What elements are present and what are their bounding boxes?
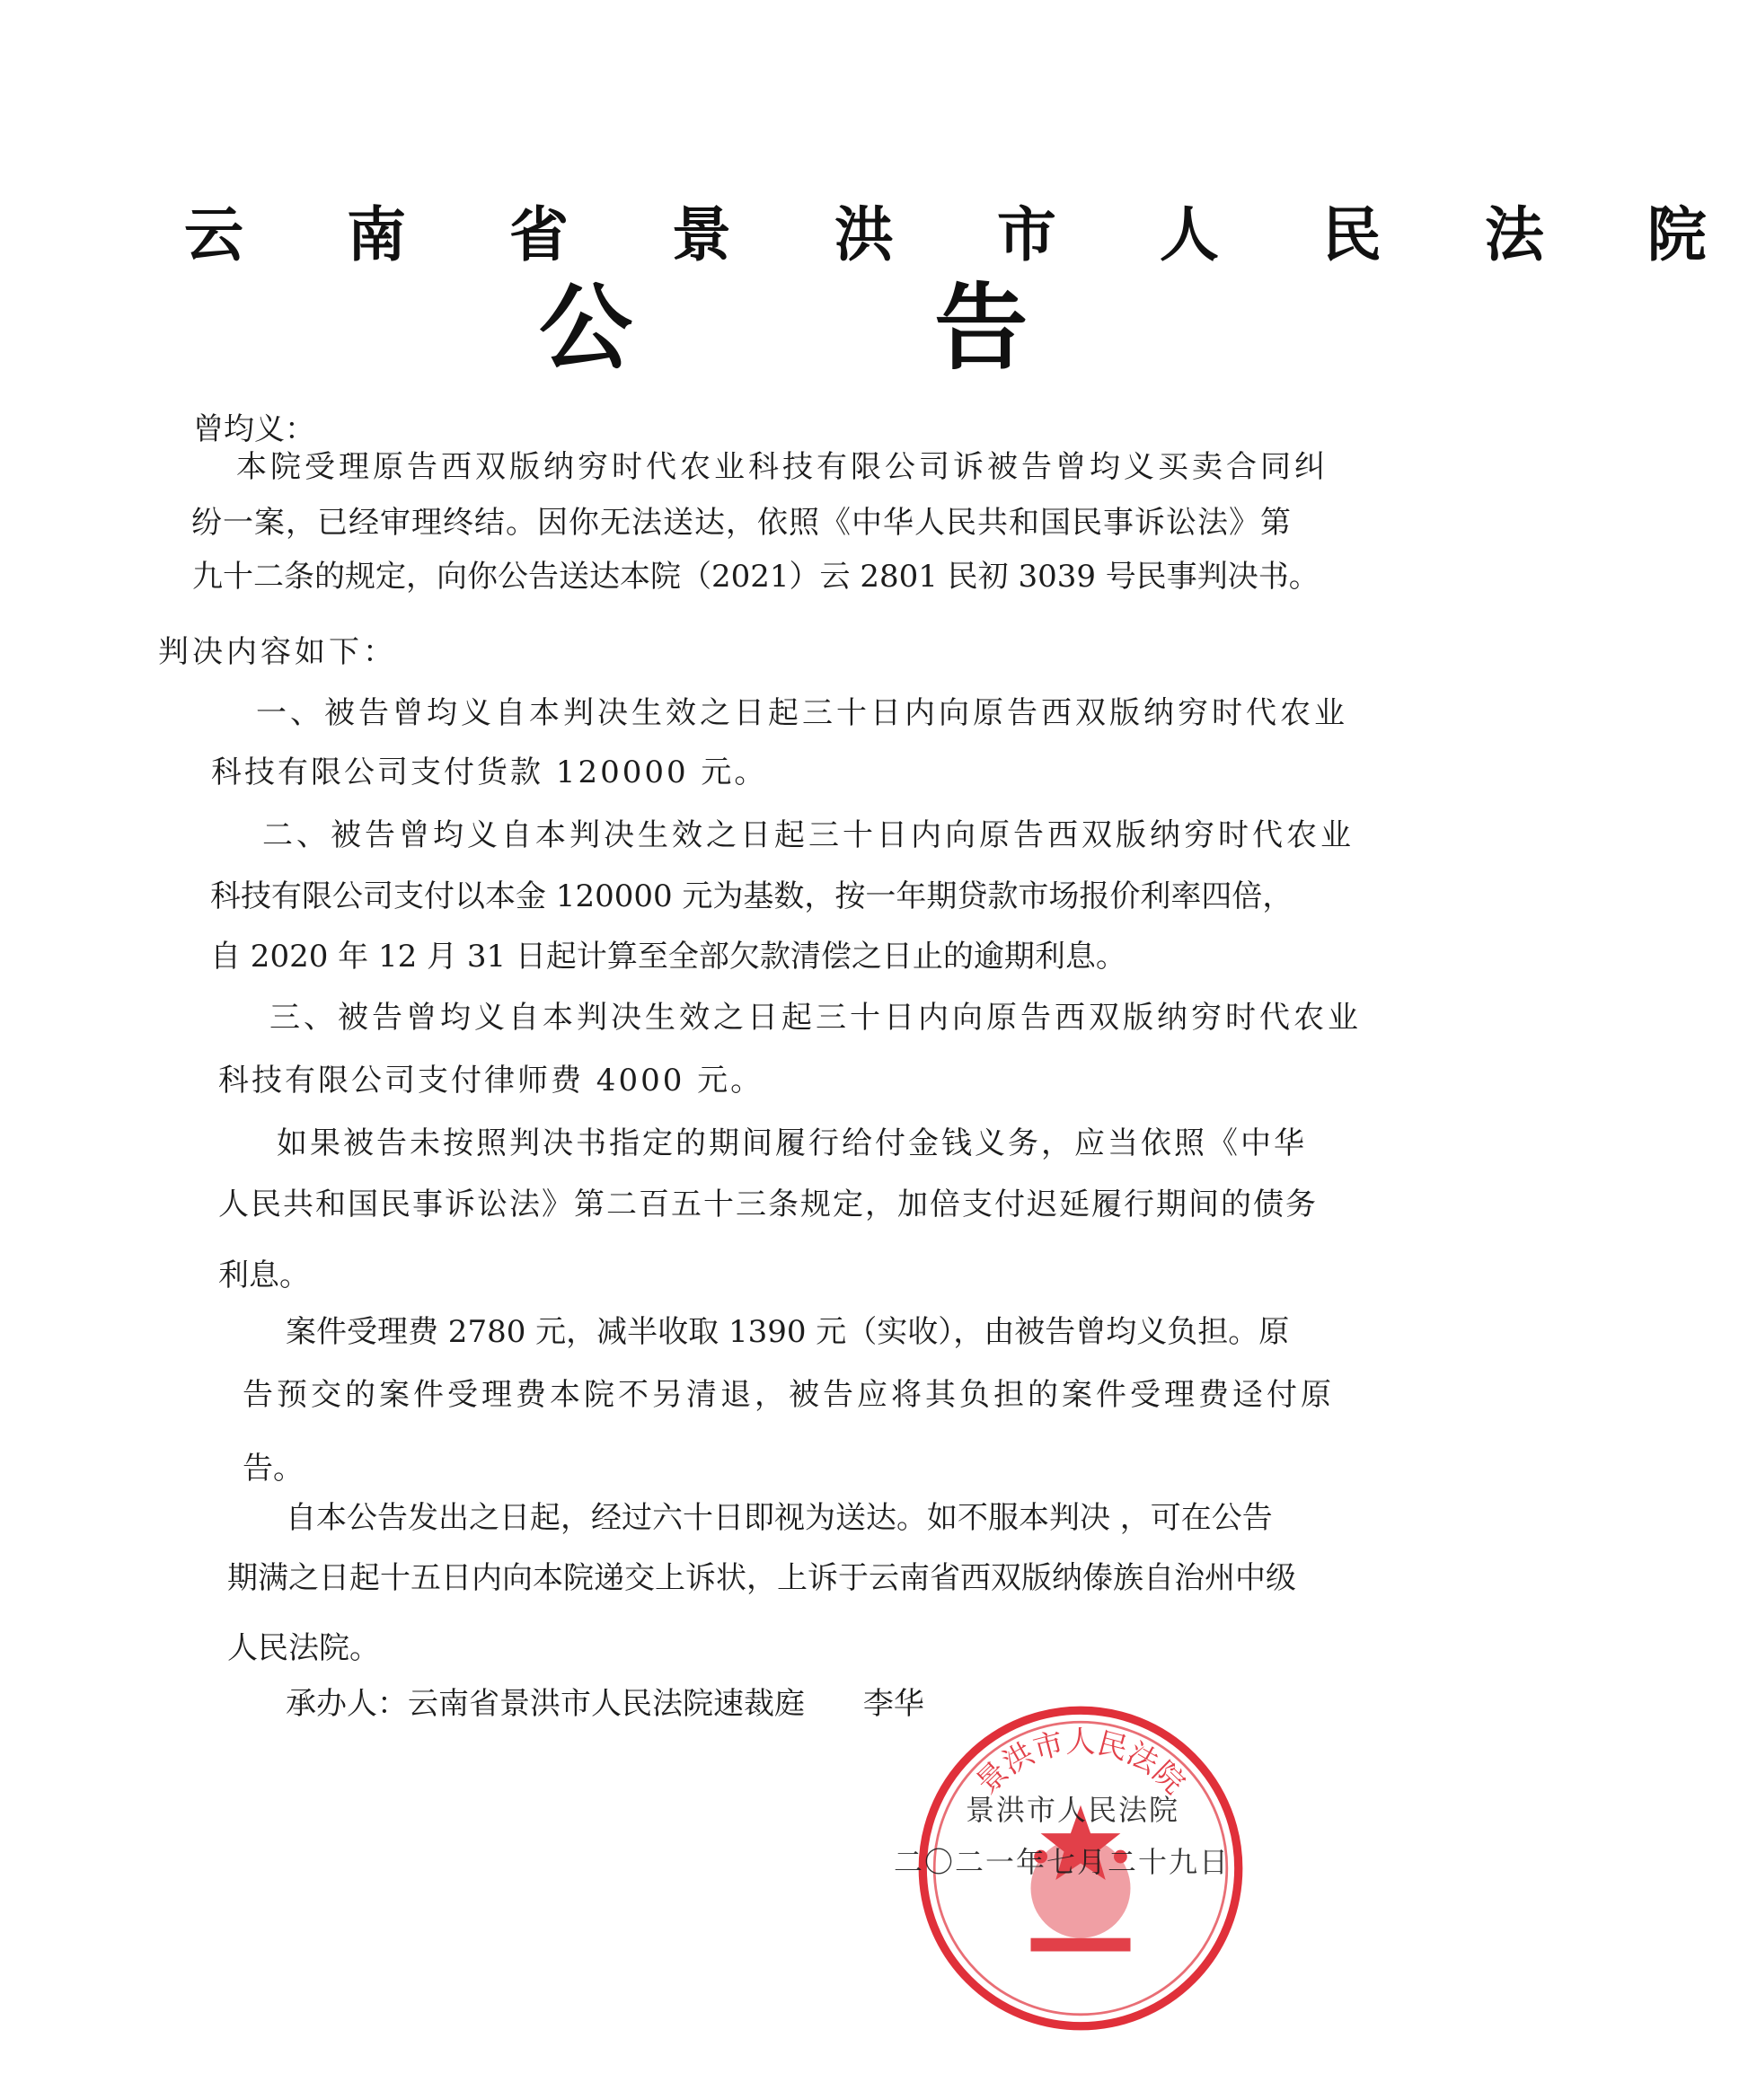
text-line: 告。	[243, 1451, 304, 1487]
svg-text:景洪市人民法院: 景洪市人民法院	[969, 1724, 1192, 1801]
text-line: 科技有限公司支付货款 120000 元。	[211, 754, 768, 790]
signature-court: 景洪市人民法院	[966, 1793, 1180, 1827]
text-line: 科技有限公司支付律师费 4000 元。	[218, 1063, 764, 1099]
text-line: 如果被告未按照判决书指定的期间履行给付金钱义务，应当依照《中华	[277, 1125, 1307, 1161]
text-line: 科技有限公司支付以本金 120000 元为基数，按一年期贷款市场报价利率四倍，	[210, 878, 1293, 914]
signature-date: 二〇二一年七月二十九日	[894, 1845, 1231, 1879]
text-line: 自 2020 年 12 月 31 日起计算至全部欠款清偿之日止的逾期利息。	[210, 939, 1126, 975]
text-line: 期满之日起十五日内向本院递交上诉状，上诉于云南省西双版纳傣族自治州中级	[227, 1560, 1296, 1596]
text-line: 一、被告曾均义自本判决生效之日起三十日内向原告西双版纳穷时代农业	[256, 695, 1348, 731]
court-name: 云 南 省 景 洪 市 人 民 法 院	[184, 200, 1748, 269]
text-line: 利息。	[218, 1257, 310, 1293]
text-line: 告预交的案件受理费本院不另清退，被告应将其负担的案件受理费迳付原	[243, 1377, 1335, 1413]
text-line: 案件受理费 2780 元，减半收取 1390 元（实收），由被告曾均义负担。原	[286, 1314, 1290, 1350]
text-line: 九十二条的规定，向你公告送达本院（2021）云 2801 民初 3039 号民事判决书。	[192, 559, 1320, 595]
document-type-title: 公 告	[539, 273, 1163, 383]
addressee: 曾均义：	[193, 411, 315, 447]
text-line: 本院受理原告西双版纳穷时代农业科技有限公司诉被告曾均义买卖合同纠	[236, 449, 1329, 485]
text-line: 自本公告发出之日起，经过六十日即视为送达。如不服本判决 ，可在公告	[286, 1500, 1273, 1536]
case-handler: 承办人：云南省景洪市人民法院速裁庭 李华	[286, 1686, 924, 1722]
text-line: 纷一案，已经审理终结。因你无法送达，依照《中华人民共和国民事诉讼法》第	[191, 505, 1292, 541]
text-line: 人民共和国民事诉讼法》第二百五十三条规定，加倍支付迟延履行期间的债务	[218, 1187, 1318, 1222]
text-line: 二、被告曾均义自本判决生效之日起三十日内向原告西双版纳穷时代农业	[262, 817, 1355, 853]
text-line: 人民法院。	[227, 1630, 380, 1666]
text-line: 判决内容如下：	[158, 634, 397, 670]
text-line: 三、被告曾均义自本判决生效之日起三十日内向原告西双版纳穷时代农业	[269, 1000, 1362, 1036]
